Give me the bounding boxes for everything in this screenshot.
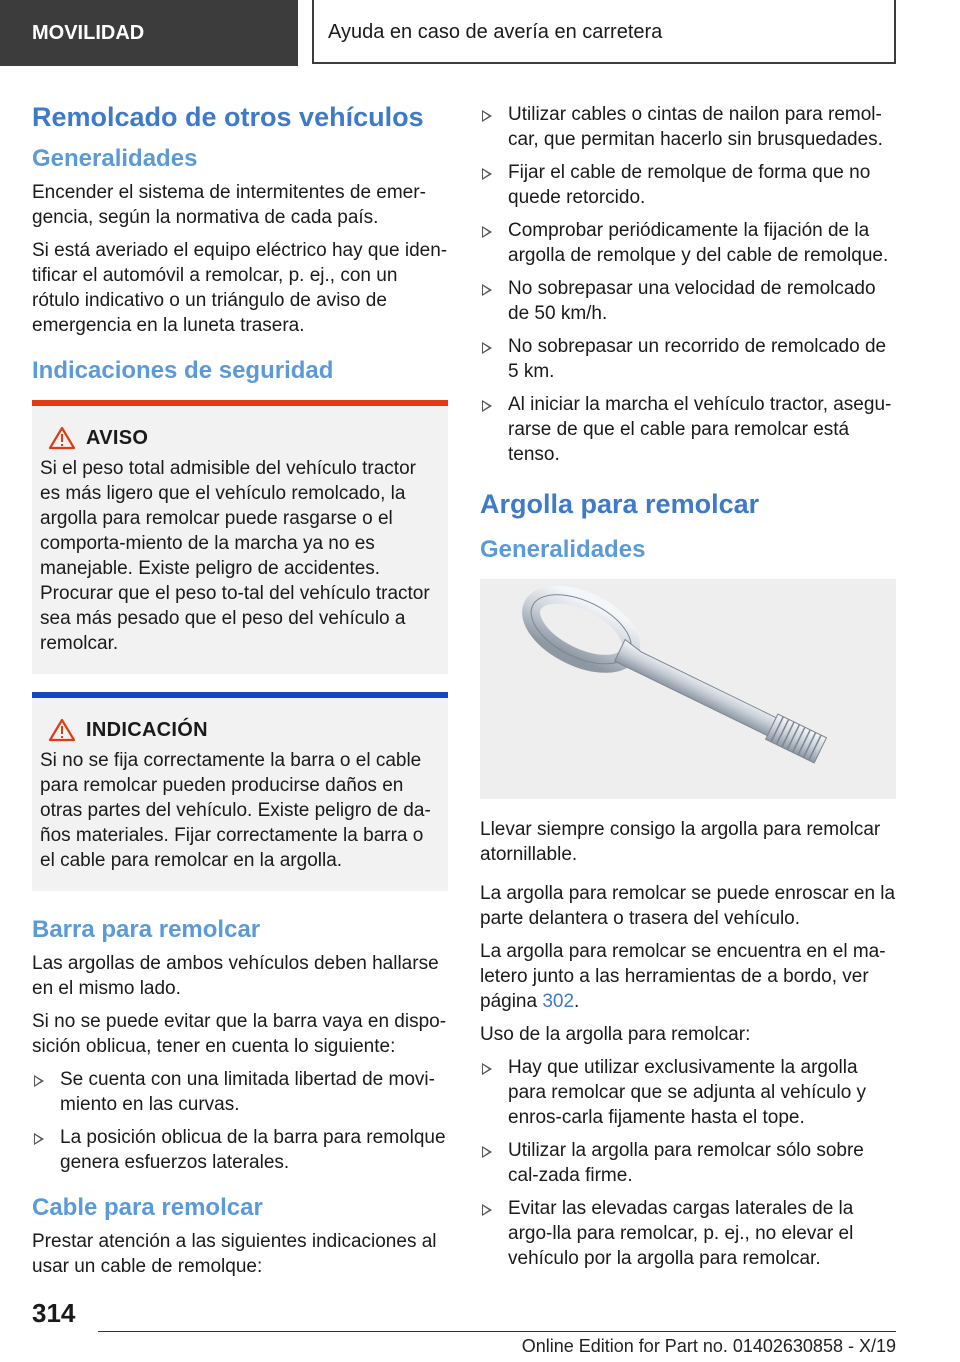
general-heading: Generalidades xyxy=(32,145,198,172)
cable-list xyxy=(480,102,896,467)
cable-heading: Cable para remolcar xyxy=(32,1194,263,1221)
towing-eye-image xyxy=(480,579,896,799)
page-number: 314 xyxy=(32,1298,76,1328)
general-paragraph-2: Si está averiado el equipo eléctrico hay que iden-tificar el automóvil a remolcar, p. ej., con un rótulo indicativo o un triángulo de aviso de emergencia en la luneta trasera. xyxy=(32,240,448,336)
towing-eye-paragraph-1: Llevar siempre consigo la argolla para remolcar atornillable. xyxy=(480,819,881,865)
warning-title: AVISO xyxy=(86,426,149,449)
notice-triangle-icon xyxy=(48,718,76,742)
list-item: Hay que utilizar exclusivamente la argolla para remolcar que se adjunta al vehículo y enros-carla fijamente hasta el tope. xyxy=(480,1055,896,1130)
list-item: Al iniciar la marcha el vehículo tractor, asegu-rarse de que el cable para remolcar está tenso. xyxy=(480,392,896,467)
triangle-bullet-icon xyxy=(482,110,492,122)
list-item: No sobrepasar un recorrido de remolcado de 5 km. xyxy=(480,334,896,384)
warning-text: Si el peso total admisible del vehículo tractor es más ligero que el vehículo remolcado, la argolla para remolcar puede rasgarse o el comporta-miento de la marcha ya no es manejable. Existe peligro de accidentes. Procurar que el peso to-tal del vehículo tractor sea más pesado que el peso del vehículo a remolcar. xyxy=(40,458,430,654)
cable-paragraph-1: Prestar atención a las siguientes indicaciones al usar un cable de remolque: xyxy=(32,1231,437,1277)
left-column xyxy=(32,96,448,1287)
edition-note: Online Edition for Part no. 01402630858 - X/19 xyxy=(521,1336,896,1356)
list-item: Utilizar cables o cintas de nailon para remol-car, que permitan hacerlo sin brusquedades. xyxy=(480,102,896,152)
triangle-bullet-icon xyxy=(34,1075,44,1087)
triangle-bullet-icon xyxy=(34,1133,44,1145)
warning-triangle-icon xyxy=(48,426,76,450)
towing-eye-paragraph-4: Uso de la argolla para remolcar: xyxy=(480,1024,751,1045)
triangle-bullet-icon xyxy=(482,400,492,412)
towing-eye-figure xyxy=(480,579,896,799)
list-item: Fijar el cable de remolque de forma que no quede retorcido. xyxy=(480,160,896,210)
right-column xyxy=(480,96,896,1279)
towing-eye-list xyxy=(480,1055,896,1271)
list-item: Se cuenta con una limitada libertad de movi-miento en las curvas. xyxy=(32,1067,448,1117)
general-paragraph-1: Encender el sistema de intermitentes de emer-gencia, según la normativa de cada país. xyxy=(32,182,426,228)
section-title: Remolcado de otros vehículos xyxy=(32,102,424,132)
bar-paragraph-1: Las argollas de ambos vehículos deben hallarse en el mismo lado. xyxy=(32,953,439,999)
towing-eye-general-heading: Generalidades xyxy=(480,536,646,563)
notice-title: INDICACIÓN xyxy=(86,718,208,741)
triangle-bullet-icon xyxy=(482,284,492,296)
section-tab: MOVILIDAD xyxy=(0,0,298,66)
footer-divider xyxy=(98,1331,896,1332)
list-item: La posición oblicua de la barra para remolque genera esfuerzos laterales. xyxy=(32,1125,448,1175)
bar-list xyxy=(32,1067,448,1175)
list-item: Comprobar periódicamente la fijación de la argolla de remolque y del cable de remolque. xyxy=(480,218,896,268)
list-item: Utilizar la argolla para remolcar sólo sobre cal-zada firme. xyxy=(480,1138,896,1188)
triangle-bullet-icon xyxy=(482,168,492,180)
notice-text: Si no se fija correctamente la barra o el cable para remolcar pueden producirse daños en otras partes del vehículo. Existe peligro de da-ños materiales. Fijar correctamente la barra o el cable para remolcar en la argolla. xyxy=(40,750,431,871)
bar-heading: Barra para remolcar xyxy=(32,916,261,943)
chapter-title: Ayuda en caso de avería en carretera xyxy=(312,0,896,64)
triangle-bullet-icon xyxy=(482,1146,492,1158)
page-link-302[interactable]: 302 xyxy=(542,991,575,1012)
towing-eye-title: Argolla para remolcar xyxy=(480,489,760,519)
triangle-bullet-icon xyxy=(482,1063,492,1075)
bar-paragraph-2: Si no se puede evitar que la barra vaya en dispo-sición oblicua, tener en cuenta lo siguiente: xyxy=(32,1011,447,1057)
notice-box xyxy=(32,692,448,891)
warning-box xyxy=(32,400,448,674)
towing-eye-paragraph-3: La argolla para remolcar se encuentra en el ma-letero junto a las herramientas de a bordo, ver página 302. xyxy=(480,941,886,1012)
safety-heading: Indicaciones de seguridad xyxy=(32,357,334,384)
list-item: Evitar las elevadas cargas laterales de la argo-lla para remolcar, p. ej., no elevar el vehículo por la argolla para remolcar. xyxy=(480,1196,896,1271)
towing-eye-paragraph-2: La argolla para remolcar se puede enroscar en la parte delantera o trasera del vehículo. xyxy=(480,883,896,929)
triangle-bullet-icon xyxy=(482,342,492,354)
list-item: No sobrepasar una velocidad de remolcado de 50 km/h. xyxy=(480,276,896,326)
triangle-bullet-icon xyxy=(482,226,492,238)
page-header xyxy=(0,0,960,66)
triangle-bullet-icon xyxy=(482,1204,492,1216)
